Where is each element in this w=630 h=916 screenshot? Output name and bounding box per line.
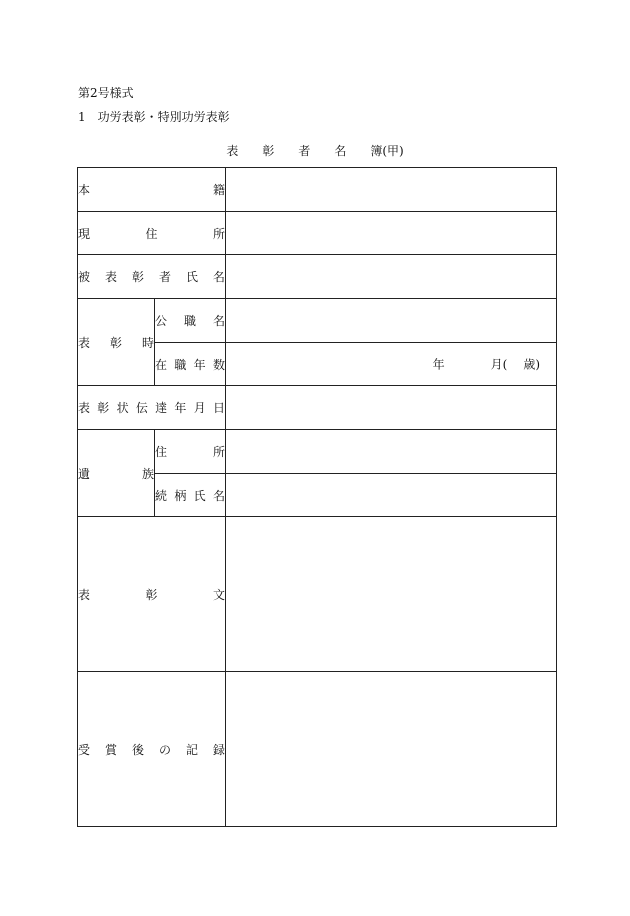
- label-char: 職: [183, 314, 196, 328]
- label-char: 彰: [131, 270, 144, 284]
- label-char: 所: [212, 445, 225, 459]
- label-char: 賞: [104, 742, 117, 757]
- label-char: 彰: [109, 335, 122, 350]
- label-char: 名: [212, 270, 225, 284]
- label-genjusho: [78, 212, 226, 255]
- row-izoku-jusho: [78, 430, 557, 474]
- label-koshokumei: [155, 299, 226, 343]
- label-char: 表: [78, 587, 91, 602]
- label-char: 日: [212, 401, 225, 415]
- label-char: 状: [116, 401, 129, 415]
- row-koshokumei: [78, 299, 557, 343]
- field-koshokumei[interactable]: [226, 299, 557, 343]
- label-char: 住: [155, 445, 168, 459]
- label-zaishoku-nensu: [155, 343, 226, 386]
- row-honseki: [78, 168, 557, 212]
- label-char: 公: [155, 314, 168, 328]
- row-jushogo: [78, 672, 557, 827]
- label-jushogo-kiroku: [78, 672, 226, 827]
- label-izoku-jusho: [155, 430, 226, 474]
- form-number: 第2号様式: [78, 86, 134, 100]
- label-char: 氏: [185, 270, 198, 284]
- label-char: 表: [104, 270, 117, 284]
- row-hyoshobun: [78, 517, 557, 672]
- field-honseki[interactable]: [226, 168, 557, 212]
- label-char: 録: [212, 742, 225, 757]
- label-char: 住: [145, 226, 158, 241]
- label-char: 数: [212, 357, 225, 372]
- label-char: 時: [141, 335, 154, 350]
- field-zaishoku-nensu[interactable]: [226, 343, 557, 386]
- label-char: 籍: [212, 183, 225, 197]
- label-char: 伝: [135, 401, 148, 415]
- label-char: 柄: [174, 488, 187, 503]
- label-char: 月: [193, 401, 206, 415]
- label-char: 所: [212, 226, 225, 241]
- label-char: 達: [155, 401, 168, 415]
- label-char: 記: [185, 742, 198, 757]
- field-genjusho[interactable]: [226, 212, 557, 255]
- label-char: 年: [174, 401, 187, 415]
- row-shimei: [78, 255, 557, 299]
- label-honseki: [78, 168, 226, 212]
- field-hyoshobun[interactable]: [226, 517, 557, 672]
- years-months-age: [433, 356, 540, 373]
- label-char: 者: [158, 270, 171, 284]
- field-zokugara-shimei[interactable]: [226, 474, 557, 517]
- label-char: 表: [78, 401, 91, 415]
- label-char: 名: [212, 314, 225, 328]
- label-char: 遺: [78, 466, 91, 481]
- row-genjusho: [78, 212, 557, 255]
- row-dentatsu: [78, 386, 557, 430]
- label-dentatsu-date: [78, 386, 226, 430]
- label-char: の: [158, 742, 171, 757]
- form-title: 表 彰 者 名 簿(甲): [226, 144, 404, 158]
- field-dentatsu-date[interactable]: [226, 386, 557, 430]
- label-hyoshobun: [78, 517, 226, 672]
- label-char: 族: [141, 466, 154, 481]
- label-char: 名: [212, 488, 225, 503]
- label-char: 彰: [97, 401, 110, 415]
- label-char: 後: [131, 742, 144, 757]
- field-izoku-jusho[interactable]: [226, 430, 557, 474]
- label-char: 氏: [193, 488, 206, 503]
- label-char: 職: [174, 357, 187, 372]
- age-unit: 歳): [523, 357, 540, 372]
- label-char: 被: [78, 270, 91, 284]
- label-izoku: [78, 430, 155, 517]
- label-char: 現: [78, 226, 91, 241]
- label-char: 表: [78, 335, 91, 350]
- label-char: 文: [212, 587, 225, 602]
- label-hyoshoji: [78, 299, 155, 386]
- label-zokugara-shimei: [155, 474, 226, 517]
- label-char: 年: [193, 357, 206, 372]
- label-char: 本: [78, 183, 91, 197]
- label-char: 在: [155, 357, 168, 372]
- months-unit: 月(: [490, 357, 508, 372]
- registry-form-table: [77, 167, 557, 827]
- field-jushogo-kiroku[interactable]: [226, 672, 557, 827]
- form-subtitle: 1 功労表彰・特別功労表彰: [78, 110, 230, 124]
- field-shimei[interactable]: [226, 255, 557, 299]
- label-shimei: [78, 255, 226, 299]
- label-char: 続: [155, 488, 168, 503]
- label-char: 彰: [145, 587, 158, 602]
- years-unit: 年: [432, 357, 445, 372]
- label-char: 受: [78, 742, 91, 757]
